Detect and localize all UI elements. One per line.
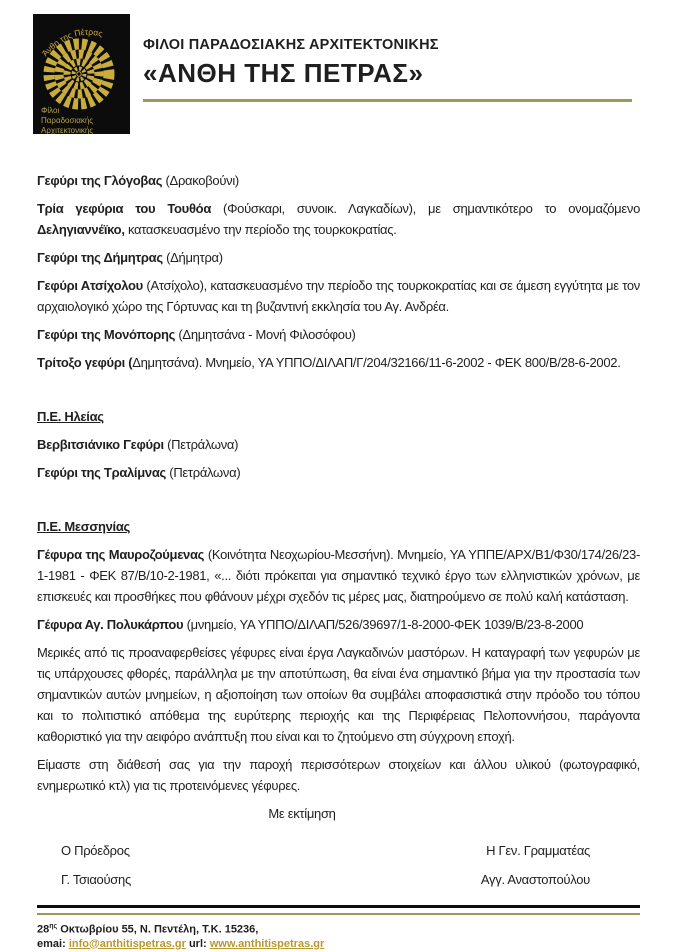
org-title-block	[143, 14, 632, 134]
footer-address	[37, 920, 640, 937]
email-link[interactable]: info@anthitispetras.gr	[68, 937, 186, 950]
paragraph-bold-text: Γέφυρα Αγ. Πολυκάρπου	[37, 617, 184, 632]
url-link[interactable]: www.anthitispetras.gr	[209, 937, 325, 950]
paragraph-text: (Δρακοβούνι)	[162, 173, 239, 188]
paragraph	[37, 462, 640, 483]
paragraph-bold-text: Δεληγιαννέϊκο,	[37, 222, 125, 237]
closing-regards: Με εκτίμηση	[268, 806, 336, 821]
paragraph-bold-text: Γεφύρι Ατσίχολου	[37, 278, 143, 293]
paragraph	[37, 544, 640, 607]
paragraph	[37, 170, 640, 191]
address-number: 28	[37, 923, 50, 936]
logo-caption-line: Αρχιτεκτονικής	[41, 126, 94, 134]
paragraph-bold-text: Γεφύρι της Τραλίμνας	[37, 465, 166, 480]
address-rest: Οκτωβρίου 55, Ν. Πεντέλη, Τ.Κ. 15236,	[57, 923, 259, 936]
paragraph	[37, 614, 640, 635]
section-heading	[37, 516, 640, 537]
org-name-line1: ΦΙΛΟΙ ΠΑΡΑΔΟΣΙΑΚΗΣ ΑΡΧΙΤΕΚΤΟΝΙΚΗΣ	[143, 37, 439, 53]
section-heading	[37, 406, 640, 427]
paragraph-text: κατασκευασμένο την περίοδο της τουρκοκρατίας.	[124, 222, 397, 237]
signature-left-name: Γ. Τσιαούσης	[61, 872, 131, 887]
paragraph-bold-text: Γεφύρι της Γλόγοβας	[37, 173, 163, 188]
paragraph-bold-text: Βερβιτσιάνικο Γεφύρι	[37, 437, 164, 452]
signature-left-title: Ο Πρόεδρος	[61, 843, 130, 858]
signature-right-title: Η Γεν. Γραμματέας	[486, 843, 590, 858]
org-name-line2: «ΑΝΘΗ ΤΗΣ ΠΕΤΡΑΣ»	[143, 58, 424, 88]
header-rule	[143, 99, 632, 102]
paragraph	[37, 247, 640, 268]
letterhead	[0, 0, 677, 134]
logo-arc-text: Άνθη της Πέτρας	[39, 26, 104, 59]
section-heading-text: Π.Ε. Ηλείας	[37, 409, 104, 424]
paragraph-text: Δημητσάνα). Μνημείο, ΥΑ ΥΠΠΟ/ΔΙΛΑΠ/Γ/204/32166/11-6-2002 - ΦΕΚ 800/Β/28-6-2002.	[132, 355, 621, 370]
signature-titles-row	[37, 843, 640, 858]
paragraph	[37, 754, 640, 796]
email-label: emai:	[37, 937, 66, 950]
paragraph	[37, 352, 640, 373]
paragraph-text: (Δημητσάνα - Μονή Φιλοσόφου)	[175, 327, 356, 342]
footer	[37, 905, 640, 952]
signature-names-row	[37, 872, 640, 887]
footer-rule-black	[37, 905, 640, 908]
logo-caption-line: Φίλοι	[41, 106, 60, 115]
logo-caption-line: Παραδοσιακής	[41, 116, 94, 125]
section-heading-text: Π.Ε. Μεσσηνίας	[37, 519, 131, 534]
paragraph-bold-text: Τρίτοξο γεφύρι (	[37, 355, 133, 370]
org-logo	[33, 14, 130, 134]
paragraph-bold-text: Γέφυρα της Μαυροζούμενας	[37, 547, 205, 562]
paragraph	[37, 198, 640, 240]
paragraph-text: (Κοινότητα Νεοχωρίου-Μεσσήνη). Μνημείο, ΥΑ ΥΠΠΕ/ΑΡΧ/Β1/Φ30/174/26/23-1-1981 - ΦΕΚ 87/Β/10-2-1981, «... διότι πρόκειται για σημαντικό τεχνικό έργο των ελληνιστικών χρόνων, με επισκευές και προσθήκες που φθάνουν μέχρι σχεδόν τις μέρες μας, διατηρούμενο σε πολύ καλή κατάσταση.	[37, 547, 640, 604]
paragraph	[37, 275, 640, 317]
paragraph-bold-text: Γεφύρι της Δήμητρας	[37, 250, 163, 265]
paragraph-text: (Φούσκαρι, συνοικ. Λαγκαδίων), με σημαντικότερο το ονομαζόμενο	[211, 201, 640, 216]
paragraph-text: (Πετράλωνα)	[165, 465, 241, 480]
url-label: url:	[188, 937, 207, 950]
footer-rule-gold	[37, 913, 640, 915]
paragraph-bold-text: Γεφύρι της Μονόπορης	[37, 327, 176, 342]
paragraph-text: (μνημείο, ΥΑ ΥΠΠΟ/ΔΙΛΑΠ/526/39697/1-8-2000-ΦΕΚ 1039/Β/23-8-2000	[183, 617, 584, 632]
paragraph-text: (Δήμητρα)	[162, 250, 223, 265]
paragraph	[37, 434, 640, 455]
document-body	[37, 170, 640, 796]
paragraph	[37, 642, 640, 747]
paragraph-text: Είμαστε στη διάθεσή σας για την παροχή περισσότερων στοιχείων και άλλου υλικού (φωτογραφικό, ενημερωτικό κτλ) για τις προτεινόμενες γέφυρες.	[37, 757, 640, 793]
paragraph-bold-text: Τρία γεφύρια του Τουθόα	[37, 201, 212, 216]
signature-right-name: Αγγ. Αναστοπούλου	[480, 872, 590, 887]
paragraph-text: (Ατσίχολο), κατασκευασμένο την περίοδο της τουρκοκρατίας και σε άμεση εγγύτητα με τον αρχαιολογικό χώρο της Γόρτυνας και τη βυζαντινή εκκλησία του Αγ. Ανδρέα.	[37, 278, 640, 314]
paragraph-text: (Πετράλωνα)	[163, 437, 239, 452]
footer-links	[37, 937, 640, 952]
address-ordinal-suffix: ης	[49, 923, 58, 930]
paragraph	[37, 324, 640, 345]
paragraph-text: Μερικές από τις προαναφερθείσες γέφυρες είναι έργα Λαγκαδινών μαστόρων. Η καταγραφή των γεφυρών με τις υπάρχουσες φθορές, παράλληλα με την αποτύπωση, θα είναι ένα σημαντικό βήμα για την προστασία των σημαντικών αυτών μνημείων, η αξιοποίηση των οποίων θα συμβάλει αποφασιστικά στην πρόοδο του τόπου και το πολιτιστικό απόθεμα της ευρύτερης περιοχής και της Περιφέρειας Πελοποννήσου, παράγοντα καθοριστικό για την αειφόρο ανάπτυξη που είναι και το ζητούμενο στη σύγχρονη εποχή.	[37, 645, 640, 744]
